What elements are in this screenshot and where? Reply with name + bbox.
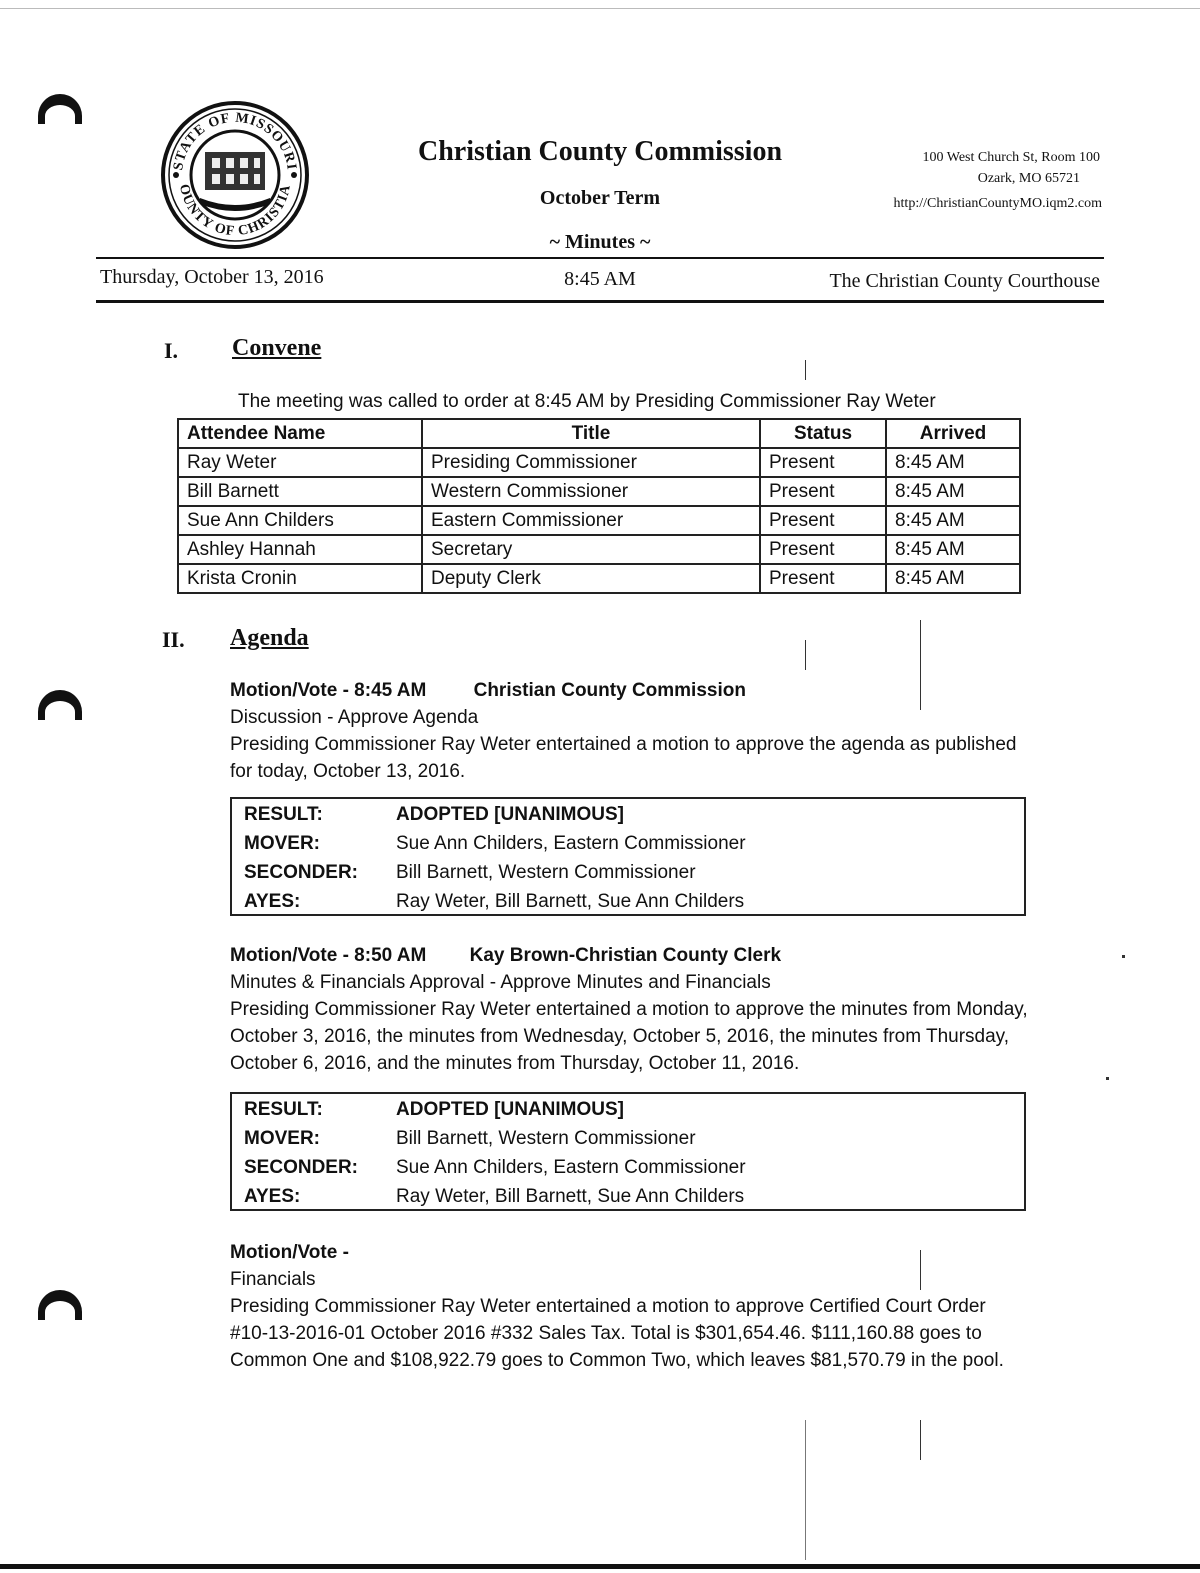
- meeting-date: Thursday, October 13, 2016: [100, 266, 324, 288]
- motion-time: Motion/Vote - 8:50 AM: [230, 945, 427, 966]
- section-number-agenda: II.: [162, 627, 185, 652]
- scan-artifact-line: [805, 640, 806, 670]
- scan-artifact-line: [805, 360, 806, 380]
- table-row: [178, 535, 1020, 564]
- meeting-time: 8:45 AM: [564, 268, 636, 290]
- attendee-title: Presiding Commissioner: [422, 448, 760, 477]
- seal-text-bottom: OUNTY OF CHRISTIA: [175, 182, 294, 240]
- motion-heading: Motion/Vote -: [230, 1242, 349, 1263]
- motion-time: Motion/Vote - 8:45 AM: [230, 680, 427, 701]
- agenda-item-3: [230, 1239, 1030, 1374]
- scan-artifact-dot: [1106, 1077, 1109, 1080]
- motion-discussion: Financials: [230, 1269, 316, 1290]
- commission-title: Christian County Commission: [417, 136, 783, 167]
- attendee-name: Ray Weter: [178, 448, 422, 477]
- table-row: [178, 564, 1020, 593]
- attendance-header-row: [178, 419, 1020, 448]
- website-link[interactable]: http://ChristianCountyMO.iqm2.com: [893, 196, 1102, 211]
- seal-graphic: [160, 100, 310, 250]
- attendance-table: [177, 418, 1021, 594]
- term-label: October Term: [539, 187, 661, 209]
- vote-result: ADOPTED [UNANIMOUS]: [396, 804, 624, 825]
- vote-seconder-row: [232, 1153, 1024, 1182]
- bottom-scan-line: [0, 1564, 1200, 1569]
- vote-mover-label: MOVER:: [244, 833, 320, 854]
- column-header: Arrived: [886, 419, 1020, 448]
- vote-mover: Bill Barnett, Western Commissioner: [396, 1128, 696, 1149]
- scan-artifact-line: [920, 1420, 921, 1460]
- top-scan-line: [0, 8, 1200, 9]
- vote-result-row: [232, 1095, 1024, 1124]
- attendee-status: Present: [760, 477, 886, 506]
- attendee-title: Western Commissioner: [422, 477, 760, 506]
- motion-heading: [230, 677, 1030, 704]
- seal-text-top: STATE OF MISSOURI: [171, 110, 299, 172]
- vote-box-1: [230, 797, 1026, 916]
- address-line-1: 100 West Church St, Room 100: [922, 150, 1100, 165]
- scan-artifact-line: [920, 620, 921, 710]
- attendee-arrived: 8:45 AM: [886, 535, 1020, 564]
- table-row: [178, 448, 1020, 477]
- section-number-convene: I.: [164, 338, 179, 363]
- vote-ayes-row: [232, 887, 1024, 916]
- column-header: Attendee Name: [178, 419, 422, 448]
- motion-text: Presiding Commissioner Ray Weter entertained a motion to approve Certified Court Order #10-13-2016-01 October 2016 #332 Sales Tax. Total is $301,654.46. $111,160.88 goes to Common One and $108,922.79 goes to Common Two, which leaves $81,570.79 in the pool.: [230, 1296, 1004, 1371]
- scan-artifact-line: [920, 1250, 921, 1290]
- vote-ayes: Ray Weter, Bill Barnett, Sue Ann Childers: [396, 891, 745, 912]
- scan-artifact-line: [805, 1420, 806, 1560]
- table-row: [178, 506, 1020, 535]
- vote-mover-row: [232, 1124, 1024, 1153]
- convene-statement: The meeting was called to order at 8:45 AM by Presiding Commissioner Ray Weter: [238, 391, 936, 412]
- vote-mover: Sue Ann Childers, Eastern Commissioner: [396, 833, 746, 854]
- table-row: [178, 477, 1020, 506]
- attendee-name: Ashley Hannah: [178, 535, 422, 564]
- punch-hole-middle: [38, 690, 82, 720]
- motion-heading: [230, 942, 1030, 969]
- vote-result-row: [232, 800, 1024, 829]
- vote-mover-row: [232, 829, 1024, 858]
- vote-seconder-label: SECONDER:: [244, 1157, 359, 1178]
- attendee-arrived: 8:45 AM: [886, 477, 1020, 506]
- attendee-title: Deputy Clerk: [422, 564, 760, 593]
- vote-result-label: RESULT:: [244, 1099, 323, 1120]
- attendee-status: Present: [760, 448, 886, 477]
- attendee-name: Bill Barnett: [178, 477, 422, 506]
- section-title-agenda: Agenda: [230, 625, 309, 651]
- header-rule-top: [96, 257, 1104, 259]
- vote-ayes: Ray Weter, Bill Barnett, Sue Ann Childers: [396, 1186, 745, 1207]
- motion-text: Presiding Commissioner Ray Weter entertained a motion to approve the minutes from Monday, October 3, 2016, the minutes from Wednesday, October 5, 2016, the minutes from Thursday, October 6, 2016, and the minutes from Thursday, October 11, 2016.: [230, 999, 1028, 1074]
- vote-result-label: RESULT:: [244, 804, 323, 825]
- column-header: Title: [422, 419, 760, 448]
- attendee-title: Eastern Commissioner: [422, 506, 760, 535]
- meeting-location: The Christian County Courthouse: [829, 270, 1100, 292]
- vote-seconder-row: [232, 858, 1024, 887]
- vote-result: ADOPTED [UNANIMOUS]: [396, 1099, 624, 1120]
- vote-seconder-label: SECONDER:: [244, 862, 359, 883]
- vote-ayes-row: [232, 1182, 1024, 1211]
- attendee-status: Present: [760, 564, 886, 593]
- address-line-2: Ozark, MO 65721: [977, 171, 1080, 186]
- vote-mover-label: MOVER:: [244, 1128, 320, 1149]
- agenda-item-1: [230, 677, 1030, 785]
- attendee-title: Secretary: [422, 535, 760, 564]
- vote-box-2: [230, 1092, 1026, 1211]
- punch-hole-top: [38, 94, 82, 124]
- header-rule-bottom: [96, 300, 1104, 303]
- county-seal: [160, 100, 310, 250]
- motion-discussion: Minutes & Financials Approval - Approve Minutes and Financials: [230, 972, 771, 993]
- punch-hole-bottom: [38, 1290, 82, 1320]
- motion-discussion: Discussion - Approve Agenda: [230, 707, 479, 728]
- vote-ayes-label: AYES:: [244, 891, 301, 912]
- minutes-label: ~ Minutes ~: [549, 231, 651, 253]
- attendee-arrived: 8:45 AM: [886, 506, 1020, 535]
- motion-presenter: Kay Brown-Christian County Clerk: [469, 945, 782, 966]
- vote-seconder: Bill Barnett, Western Commissioner: [396, 862, 696, 883]
- attendee-arrived: 8:45 AM: [886, 564, 1020, 593]
- scan-artifact-dot: [1122, 955, 1125, 958]
- attendee-status: Present: [760, 535, 886, 564]
- column-header: Status: [760, 419, 886, 448]
- attendee-status: Present: [760, 506, 886, 535]
- vote-seconder: Sue Ann Childers, Eastern Commissioner: [396, 1157, 746, 1178]
- motion-presenter: Christian County Commission: [473, 680, 746, 701]
- attendee-arrived: 8:45 AM: [886, 448, 1020, 477]
- motion-text: Presiding Commissioner Ray Weter entertained a motion to approve the agenda as published for today, October 13, 2016.: [230, 734, 1017, 782]
- attendee-name: Sue Ann Childers: [178, 506, 422, 535]
- vote-ayes-label: AYES:: [244, 1186, 301, 1207]
- attendee-name: Krista Cronin: [178, 564, 422, 593]
- section-title-convene: Convene: [232, 335, 322, 361]
- agenda-item-2: [230, 942, 1030, 1077]
